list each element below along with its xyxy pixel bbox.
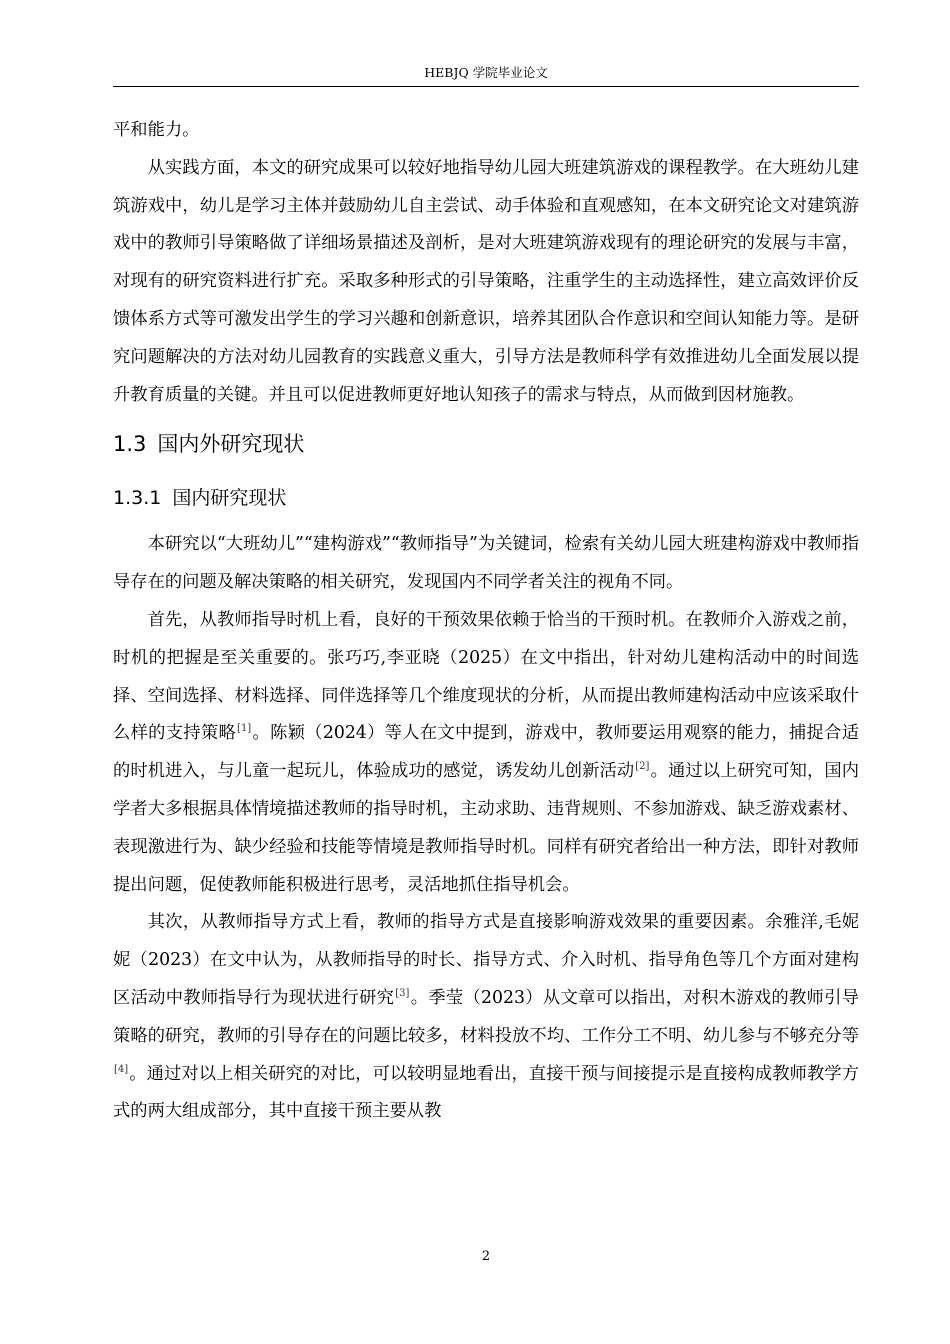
paragraph-continuation: 平和能力。 (113, 120, 200, 140)
page-body (113, 112, 859, 1131)
subsection-title: 国内研究现状 (172, 487, 287, 510)
timing-text-2: 。陈颖（2024）等人在文中提到，游戏中，教师要运用观察的能力，捕捉合适的时机进入，与儿童一起玩儿，体验成功的感觉，诱发幼儿创新活动 (113, 723, 859, 782)
section-title: 国内外研究现状 (157, 432, 305, 457)
page-number: 2 (481, 1249, 491, 1264)
section-heading (113, 424, 859, 464)
section-number: 1.3 (113, 432, 147, 457)
subsection-number: 1.3.1 (113, 487, 162, 510)
paragraph-intro: 本研究以“大班幼儿”“建构游戏”“教师指导”为关键词，检索有关幼儿园大班建构游戏中教师指导存在的问题及解决策略的相关研究，发现国内不同学者关注的视角不同。 (113, 534, 859, 593)
timing-text-1: 首先，从教师指导时机上看，良好的干预效果依赖于恰当的干预时机。在教师介入游戏之前，时机的把握是至关重要的。张巧巧,李亚晓（2025）在文中指出，针对幼儿建构活动中的时间选择、空间选择、材料选择、同伴选择等几个维度现状的分析，从而提出教师建构活动中应该采取什么样的支持策略 (113, 609, 859, 744)
header-divider (113, 86, 859, 87)
timing-text-3: 。通过以上研究可知，国内学者大多根据具体情境描述教师的指导时机，主动求助、违背规则、不参加游戏、缺乏游戏素材、表现激进行为、缺少经验和技能等情境是教师指导时机。同样有研究者给出一种方法，即针对教师提出问题，促使教师能积极进行思考，灵活地抓住指导机会。 (113, 761, 859, 895)
citation-3[interactable]: [3] (395, 987, 410, 999)
citation-2[interactable]: [2] (635, 761, 650, 773)
paragraph-guidance-timing (113, 602, 859, 904)
citation-4[interactable]: [4] (114, 1063, 129, 1075)
method-text-3: 。通过对以上相关研究的对比，可以较明显地看出，直接干预与间接提示是直接构成教师教学方式的两大组成部分，其中直接干预主要从教 (113, 1063, 859, 1122)
method-text-1: 其次，从教师指导方式上看，教师的指导方式是直接影响游戏效果的重要因素。余雅洋,毛妮妮（2023）在文中认为，从教师指导的时长、指导方式、介入时机、指导角色等几个方面对建构区活动中教师指导行为现状进行研究 (113, 912, 859, 1008)
method-text-2: 。季莹（2023）从文章可以指出，对积木游戏的教师引导策略的研究，教师的引导存在的问题比较多，材料投放不均、工作分工不明、幼儿参与不够充分等 (113, 987, 859, 1046)
subsection-heading (113, 478, 859, 518)
running-header: HEBJQ 学院毕业论文 (424, 65, 548, 80)
paragraph-guidance-method (113, 904, 859, 1131)
citation-1[interactable]: [1] (237, 723, 252, 735)
paragraph-practice-significance: 从实践方面，本文的研究成果可以较好地指导幼儿园大班建筑游戏的课程教学。在大班幼儿建筑游戏中，幼儿是学习主体并鼓励幼儿自主尝试、动手体验和直观感知，在本文研究论文对建筑游戏中的教师引导策略做了详细场景描述及剖析，是对大班建筑游戏现有的理论研究的发展与丰富，对现有的研究资料进行扩充。采取多种形式的引导策略，注重学生的主动选择性，建立高效评价反馈体系方式等可激发出学生的学习兴趣和创新意识，培养其团队合作意识和空间认知能力等。是研究问题解决的方法对幼儿园教育的实践意义重大，引导方法是教师科学有效推进幼儿全面发展以提升教育质量的关键。并且可以促进教师更好地认知孩子的需求与特点，从而做到因材施教。 (113, 157, 859, 405)
